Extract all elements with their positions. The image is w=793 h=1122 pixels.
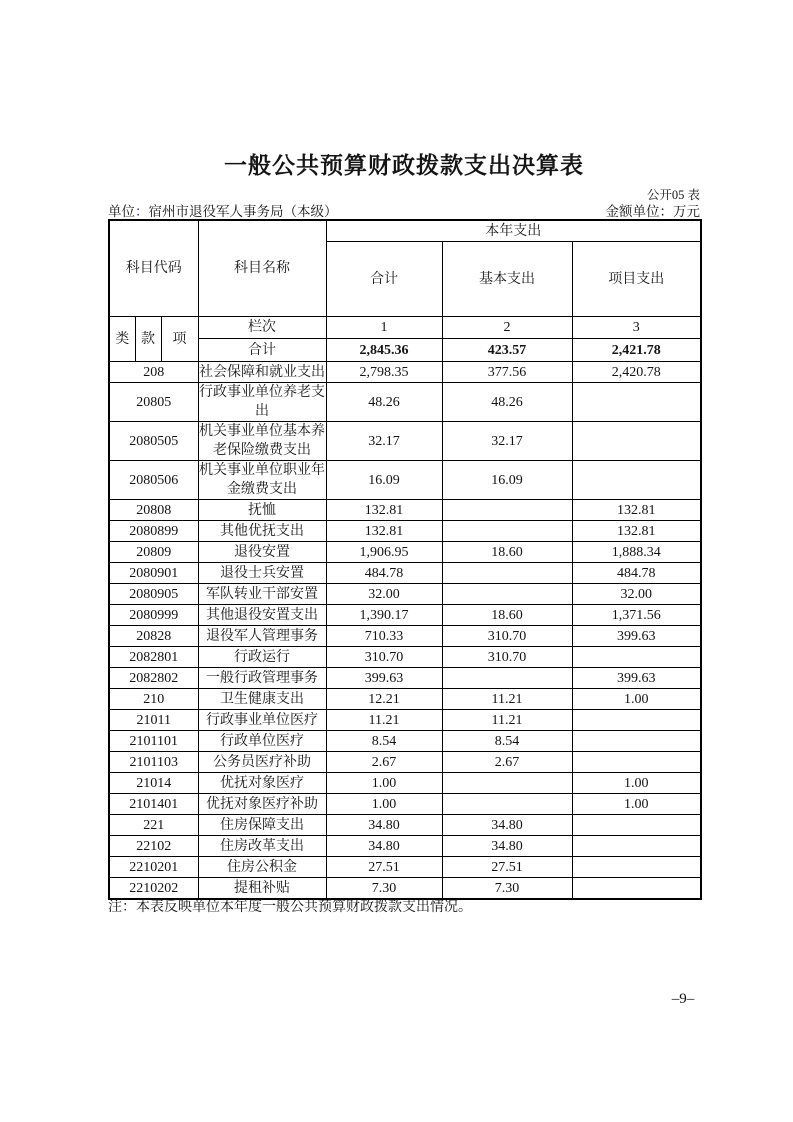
subject-name-cell: 住房公积金 [198, 857, 326, 878]
subject-code-cell: 2101103 [109, 752, 198, 773]
header-column-index-2: 2 [442, 317, 572, 339]
table-row [109, 542, 701, 563]
subject-name-cell: 退役安置 [198, 542, 326, 563]
subject-code-cell: 2080506 [109, 461, 198, 500]
project-value-cell [572, 857, 701, 878]
basic-value-cell [442, 563, 572, 584]
table-row [109, 500, 701, 521]
subject-name-cell: 住房改革支出 [198, 836, 326, 857]
subject-name-cell: 其他退役安置支出 [198, 605, 326, 626]
project-value-cell: 132.81 [572, 521, 701, 542]
total-value-cell: 1.00 [326, 773, 442, 794]
project-value-cell [572, 383, 701, 422]
table-row [109, 689, 701, 710]
table-row [109, 521, 701, 542]
header-row-group [109, 220, 701, 242]
total-value-cell: 132.81 [326, 500, 442, 521]
basic-value-cell [442, 521, 572, 542]
basic-value-cell: 34.80 [442, 815, 572, 836]
project-value-cell: 484.78 [572, 563, 701, 584]
subject-name-cell: 优抚对象医疗补助 [198, 794, 326, 815]
header-col-basic: 基本支出 [442, 242, 572, 317]
table-row [109, 731, 701, 752]
subject-code-cell: 2080899 [109, 521, 198, 542]
table-row [109, 383, 701, 422]
subject-code-cell: 2101401 [109, 794, 198, 815]
page-title: 一般公共预算财政拨款支出决算表 [224, 152, 584, 178]
total-value-cell: 27.51 [326, 857, 442, 878]
totals-project-value: 2,421.78 [572, 339, 701, 362]
table-row [109, 794, 701, 815]
subject-name-cell: 退役士兵安置 [198, 563, 326, 584]
totals-label: 合计 [198, 339, 326, 362]
basic-value-cell: 310.70 [442, 626, 572, 647]
header-code-part-class: 类 [109, 317, 135, 362]
unit-colon: ： [135, 204, 149, 219]
unit-label: 单位 [108, 204, 135, 219]
table-row [109, 857, 701, 878]
basic-value-cell: 48.26 [442, 383, 572, 422]
table-row [109, 836, 701, 857]
basic-value-cell: 18.60 [442, 605, 572, 626]
subject-code-cell: 221 [109, 815, 198, 836]
header-col-total: 合计 [326, 242, 442, 317]
basic-value-cell [442, 773, 572, 794]
total-value-cell: 399.63 [326, 668, 442, 689]
totals-total-value: 2,845.36 [326, 339, 442, 362]
subject-code-cell: 2082802 [109, 668, 198, 689]
basic-value-cell: 11.21 [442, 689, 572, 710]
total-value-cell: 34.80 [326, 815, 442, 836]
total-value-cell: 11.21 [326, 710, 442, 731]
total-value-cell: 8.54 [326, 731, 442, 752]
subject-code-cell: 2080505 [109, 422, 198, 461]
header-code-part-section: 款 [135, 317, 161, 362]
subject-name-cell: 其他优抚支出 [198, 521, 326, 542]
basic-value-cell: 2.67 [442, 752, 572, 773]
page-number: –9– [671, 991, 695, 1007]
basic-value-cell: 8.54 [442, 731, 572, 752]
subject-code-cell: 2210201 [109, 857, 198, 878]
subject-name-cell: 军队转业干部安置 [198, 584, 326, 605]
project-value-cell [572, 836, 701, 857]
subject-name-cell: 行政事业单位养老支出 [198, 383, 326, 422]
basic-value-cell: 16.09 [442, 461, 572, 500]
subject-name-cell: 行政运行 [198, 647, 326, 668]
table-row [109, 605, 701, 626]
table-row [109, 563, 701, 584]
table-row [109, 668, 701, 689]
subject-code-cell: 2210202 [109, 878, 198, 900]
total-value-cell: 2,798.35 [326, 362, 442, 383]
table-row [109, 773, 701, 794]
subject-code-cell: 2080901 [109, 563, 198, 584]
table-row [109, 815, 701, 836]
basic-value-cell [442, 794, 572, 815]
project-value-cell [572, 647, 701, 668]
subject-name-cell: 优抚对象医疗 [198, 773, 326, 794]
subject-name-cell: 公务员医疗补助 [198, 752, 326, 773]
basic-value-cell [442, 668, 572, 689]
subject-code-cell: 210 [109, 689, 198, 710]
project-value-cell [572, 731, 701, 752]
subject-code-cell: 2082801 [109, 647, 198, 668]
project-value-cell [572, 461, 701, 500]
total-value-cell: 7.30 [326, 878, 442, 900]
header-columns-label: 栏次 [198, 317, 326, 339]
basic-value-cell [442, 500, 572, 521]
subject-code-cell: 2101101 [109, 731, 198, 752]
subject-code-cell: 20808 [109, 500, 198, 521]
total-value-cell: 12.21 [326, 689, 442, 710]
project-value-cell [572, 815, 701, 836]
total-value-cell: 16.09 [326, 461, 442, 500]
subject-code-cell: 21014 [109, 773, 198, 794]
basic-value-cell: 377.56 [442, 362, 572, 383]
total-value-cell: 34.80 [326, 836, 442, 857]
project-value-cell: 399.63 [572, 668, 701, 689]
subject-code-cell: 2080905 [109, 584, 198, 605]
total-value-cell: 1.00 [326, 794, 442, 815]
subject-name-cell: 机关事业单位职业年金缴费支出 [198, 461, 326, 500]
totals-row [109, 339, 701, 362]
project-value-cell: 32.00 [572, 584, 701, 605]
total-value-cell: 32.17 [326, 422, 442, 461]
table-row [109, 584, 701, 605]
subject-name-cell: 一般行政管理事务 [198, 668, 326, 689]
header-subject-code: 科目代码 [109, 220, 198, 317]
subject-code-cell: 2080999 [109, 605, 198, 626]
table-row [109, 461, 701, 500]
amount-unit-label: 金额单位：万元 [605, 204, 700, 219]
subject-name-cell: 机关事业单位基本养老保险缴费支出 [198, 422, 326, 461]
subject-code-cell: 20809 [109, 542, 198, 563]
table-row [109, 626, 701, 647]
project-value-cell: 1.00 [572, 689, 701, 710]
table-row [109, 362, 701, 383]
total-value-cell: 310.70 [326, 647, 442, 668]
header-column-index-3: 3 [572, 317, 701, 339]
total-value-cell: 710.33 [326, 626, 442, 647]
subject-name-cell: 行政单位医疗 [198, 731, 326, 752]
project-value-cell: 2,420.78 [572, 362, 701, 383]
total-value-cell: 1,390.17 [326, 605, 442, 626]
table-row [109, 710, 701, 731]
meta-row [108, 200, 700, 220]
totals-basic-value: 423.57 [442, 339, 572, 362]
subject-name-cell: 行政事业单位医疗 [198, 710, 326, 731]
total-value-cell: 2.67 [326, 752, 442, 773]
basic-value-cell: 32.17 [442, 422, 572, 461]
project-value-cell [572, 752, 701, 773]
subject-code-cell: 22102 [109, 836, 198, 857]
project-value-cell: 132.81 [572, 500, 701, 521]
unit-name: 宿州市退役军人事务局（本级） [148, 204, 338, 219]
header-col-project: 项目支出 [572, 242, 701, 317]
subject-name-cell: 住房保障支出 [198, 815, 326, 836]
basic-value-cell: 7.30 [442, 878, 572, 900]
table-note: 注：本表反映单位本年度一般公共预算财政拨款支出情况。 [108, 900, 472, 915]
total-value-cell: 132.81 [326, 521, 442, 542]
subject-code-cell: 20828 [109, 626, 198, 647]
subject-name-cell: 抚恤 [198, 500, 326, 521]
total-value-cell: 484.78 [326, 563, 442, 584]
subject-code-cell: 208 [109, 362, 198, 383]
project-value-cell [572, 710, 701, 731]
basic-value-cell: 11.21 [442, 710, 572, 731]
project-value-cell: 1.00 [572, 794, 701, 815]
total-value-cell: 1,906.95 [326, 542, 442, 563]
header-row-columns-index [109, 317, 701, 339]
project-value-cell: 1.00 [572, 773, 701, 794]
header-subject-name: 科目名称 [198, 220, 326, 317]
subject-name-cell: 卫生健康支出 [198, 689, 326, 710]
subject-code-cell: 20805 [109, 383, 198, 422]
subject-name-cell: 退役军人管理事务 [198, 626, 326, 647]
table-row [109, 647, 701, 668]
basic-value-cell [442, 584, 572, 605]
project-value-cell: 1,888.34 [572, 542, 701, 563]
basic-value-cell: 27.51 [442, 857, 572, 878]
project-value-cell [572, 422, 701, 461]
subject-name-cell: 社会保障和就业支出 [198, 362, 326, 383]
table-row [109, 422, 701, 461]
expenditure-table [108, 219, 702, 900]
project-value-cell: 1,371.56 [572, 605, 701, 626]
subject-code-cell: 21011 [109, 710, 198, 731]
header-current-year-group: 本年支出 [326, 220, 701, 242]
total-value-cell: 48.26 [326, 383, 442, 422]
header-code-part-item: 项 [161, 317, 198, 362]
unit-line [108, 200, 338, 220]
subject-name-cell: 提租补贴 [198, 878, 326, 900]
total-value-cell: 32.00 [326, 584, 442, 605]
table-row [109, 752, 701, 773]
basic-value-cell: 310.70 [442, 647, 572, 668]
project-value-cell: 399.63 [572, 626, 701, 647]
form-number-label: 公开05 表 [646, 188, 700, 202]
basic-value-cell: 34.80 [442, 836, 572, 857]
header-column-index-1: 1 [326, 317, 442, 339]
basic-value-cell: 18.60 [442, 542, 572, 563]
